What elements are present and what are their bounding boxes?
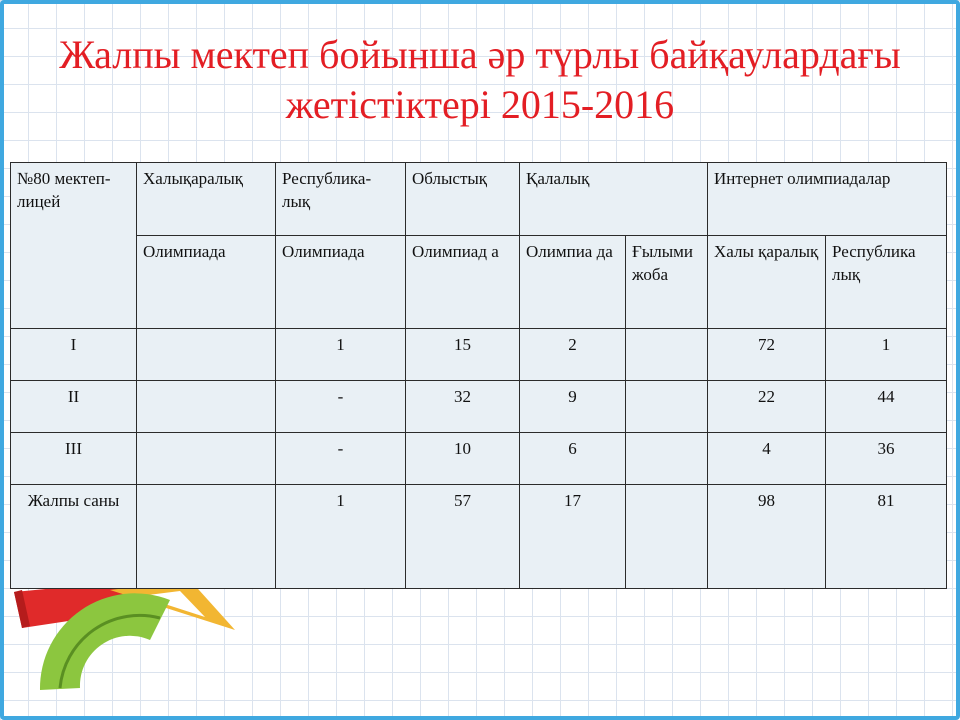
group-header-international: Халықаралық — [137, 163, 276, 236]
cell-republican: - — [276, 381, 406, 433]
cell-city-project — [626, 329, 708, 381]
subheader-republican-olympiad: Олимпиада — [276, 236, 406, 329]
header-row-groups — [11, 163, 947, 236]
row-label: III — [11, 433, 137, 485]
cell-city-olympiad: 17 — [520, 485, 626, 589]
table-row — [11, 381, 947, 433]
row-label: I — [11, 329, 137, 381]
cell-city-project — [626, 433, 708, 485]
cell-city-olympiad: 2 — [520, 329, 626, 381]
cell-internet-republican: 36 — [826, 433, 947, 485]
cell-international — [137, 485, 276, 589]
cell-internet-international: 4 — [708, 433, 826, 485]
subheader-internet-republican: Республика лық — [826, 236, 947, 329]
geometry-tools-illustration — [0, 570, 300, 720]
cell-city-olympiad: 6 — [520, 433, 626, 485]
cell-internet-republican: 44 — [826, 381, 947, 433]
cell-internet-international: 98 — [708, 485, 826, 589]
row-label: Жалпы саны — [11, 485, 137, 589]
header-row-sub — [11, 236, 947, 329]
row-label: II — [11, 381, 137, 433]
cell-city-project — [626, 485, 708, 589]
cell-international — [137, 381, 276, 433]
group-header-republican: Республика-лық — [276, 163, 406, 236]
cell-internet-international: 72 — [708, 329, 826, 381]
cell-republican: 1 — [276, 329, 406, 381]
cell-internet-republican: 81 — [826, 485, 947, 589]
corner-header: №80 мектеп-лицей — [11, 163, 137, 329]
cell-city-project — [626, 381, 708, 433]
subheader-international-olympiad: Олимпиада — [137, 236, 276, 329]
group-header-internet: Интернет олимпиадалар — [708, 163, 947, 236]
cell-internet-international: 22 — [708, 381, 826, 433]
cell-city-olympiad: 9 — [520, 381, 626, 433]
table-row-total — [11, 485, 947, 589]
cell-regional: 32 — [406, 381, 520, 433]
cell-regional: 10 — [406, 433, 520, 485]
subheader-city-project: Ғылыми жоба — [626, 236, 708, 329]
cell-international — [137, 433, 276, 485]
group-header-city: Қалалық — [520, 163, 708, 236]
table-row — [11, 329, 947, 381]
title-line-2: жетістіктері 2015-2016 — [285, 82, 675, 127]
table-row — [11, 433, 947, 485]
cell-republican: 1 — [276, 485, 406, 589]
slide-title — [20, 30, 940, 130]
achievements-table — [10, 162, 947, 589]
cell-internet-republican: 1 — [826, 329, 947, 381]
cell-republican: - — [276, 433, 406, 485]
cell-international — [137, 329, 276, 381]
subheader-city-olympiad: Олимпиа да — [520, 236, 626, 329]
group-header-regional: Облыстық — [406, 163, 520, 236]
cell-regional: 15 — [406, 329, 520, 381]
title-line-1: Жалпы мектеп бойынша әр түрлы байқаулардағы — [59, 32, 901, 77]
subheader-internet-international: Халы қаралық — [708, 236, 826, 329]
cell-regional: 57 — [406, 485, 520, 589]
subheader-regional-olympiad: Олимпиад а — [406, 236, 520, 329]
